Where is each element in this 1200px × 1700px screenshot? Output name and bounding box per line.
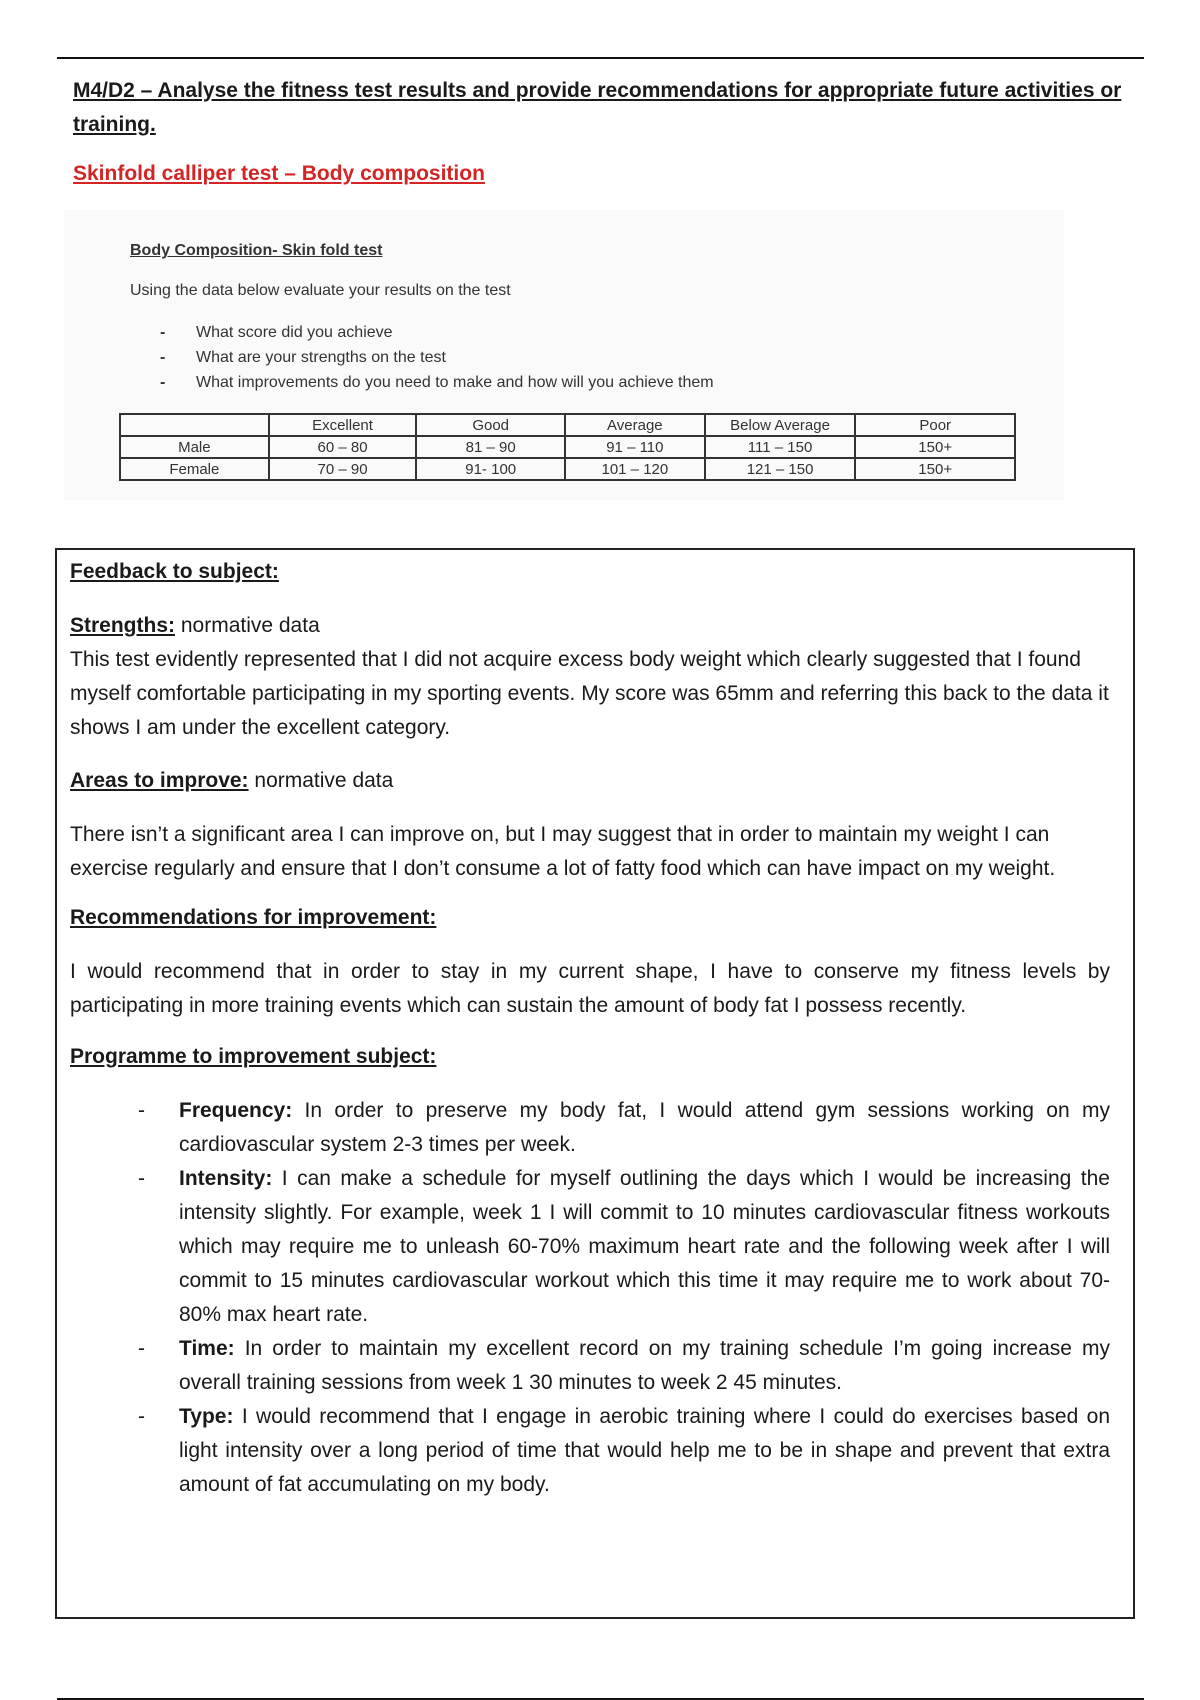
normative-data-table <box>119 413 1016 481</box>
programme-list <box>70 1094 1110 1502</box>
top-rule <box>57 57 1144 59</box>
improve-text: There isn’t a significant area I can improve on, but I may suggest that in order to maintain my weight I can exercise regularly and ensure that I don’t consume a lot of fatty food which can have impact on my weight. <box>70 823 1056 880</box>
programme-label: Programme to improvement subject: <box>70 1045 437 1068</box>
table-cell: Female <box>120 458 269 480</box>
table-cell: Male <box>120 436 269 458</box>
section-title: Skinfold calliper test – Body composition <box>73 162 485 185</box>
table-cell: 101 – 120 <box>565 458 705 480</box>
feedback-heading: Feedback to subject: <box>70 560 279 583</box>
table-cell: 60 – 80 <box>269 436 417 458</box>
table-header: Average <box>565 414 705 436</box>
document-title: M4/D2 – Analyse the fitness test results and provide recommendations for appropriate future activities or training. <box>73 79 1122 136</box>
table-header: Excellent <box>269 414 417 436</box>
table-cell: 150+ <box>855 458 1015 480</box>
table-header-row <box>120 414 1015 436</box>
strengths-tag: normative data <box>180 614 320 637</box>
worksheet-heading: Body Composition- Skin fold test <box>130 242 383 259</box>
list-item: - Type: I would recommend that I engage in aerobic training where I could do exercises based on light intensity over a long period of time that would help me to be in shape and prevent that extra amount of fat accumulating on my body. <box>138 1405 1110 1496</box>
table-header <box>120 414 269 436</box>
list-item: - What score did you achieve <box>160 324 393 341</box>
table-header: Below Average <box>705 414 856 436</box>
table-header: Good <box>416 414 565 436</box>
worksheet-intro: Using the data below evaluate your results on the test <box>130 282 511 299</box>
table-row <box>120 458 1015 480</box>
table-cell: 121 – 150 <box>705 458 856 480</box>
list-item: - Frequency: In order to preserve my body fat, I would attend gym sessions working on my cardiovascular system 2-3 times per week. <box>138 1099 1110 1156</box>
recommend-label: Recommendations for improvement: <box>70 906 437 929</box>
table-cell: 81 – 90 <box>416 436 565 458</box>
list-item: - Time: In order to maintain my excellent record on my training schedule I’m going increase my overall training sessions from week 1 30 minutes to week 2 45 minutes. <box>138 1337 1110 1394</box>
list-item: - What are your strengths on the test <box>160 349 446 366</box>
improve-label: Areas to improve: <box>70 769 249 792</box>
table-cell: 91 – 110 <box>565 436 705 458</box>
table-header: Poor <box>855 414 1015 436</box>
table-row <box>120 436 1015 458</box>
worksheet-scan <box>64 210 1064 500</box>
table-cell: 91- 100 <box>416 458 565 480</box>
table-cell: 70 – 90 <box>269 458 417 480</box>
list-item: - What improvements do you need to make and how will you achieve them <box>160 374 714 391</box>
feedback-box <box>55 548 1135 1619</box>
improve-tag: normative data <box>254 769 394 792</box>
feedback-content <box>70 550 1110 1502</box>
table-cell: 111 – 150 <box>705 436 856 458</box>
strengths-label: Strengths: <box>70 614 175 637</box>
list-item: - Intensity: I can make a schedule for myself outlining the days which I would be increasing the intensity slightly. For example, week 1 I will commit to 10 minutes cardiovascular fitness workouts which may require me to unleash 60-70% maximum heart rate and the following week after I will commit to 15 minutes cardiovascular workout which this time it may require me to work about 70-80% max heart rate. <box>138 1167 1110 1326</box>
worksheet-questions <box>160 320 714 395</box>
table-cell: 150+ <box>855 436 1015 458</box>
recommend-text: I would recommend that in order to stay in my current shape, I have to conserve my fitness levels by participating in more training events which can sustain the amount of body fat I possess recently. <box>70 960 1110 1017</box>
strengths-text: This test evidently represented that I did not acquire excess body weight which clearly suggested that I found myself comfortable participating in my sporting events. My score was 65mm and referring this back to the data it shows I am under the excellent category. <box>70 648 1109 739</box>
